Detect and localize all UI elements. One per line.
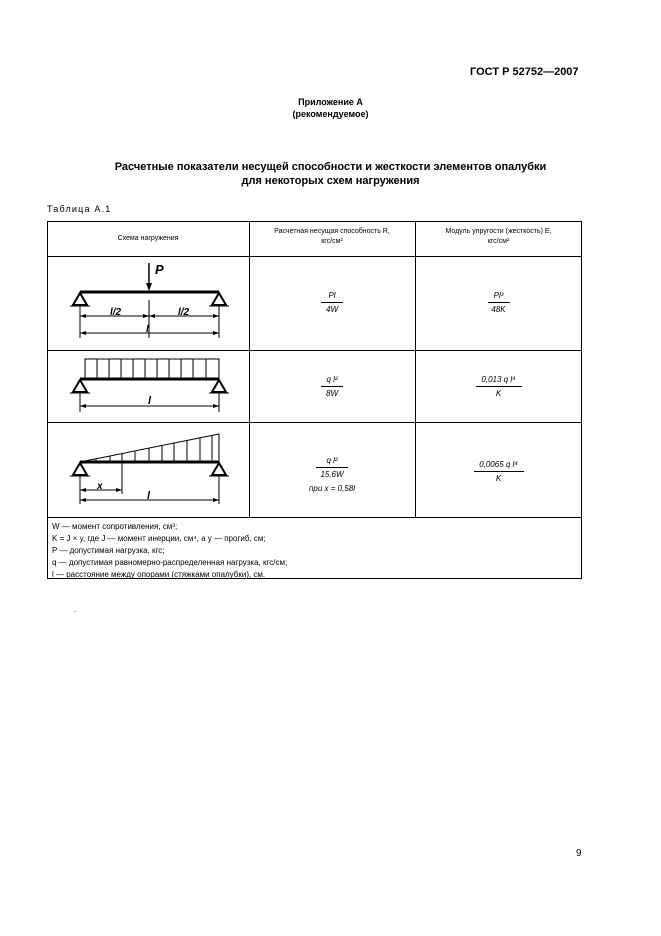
label-span: l (148, 395, 152, 407)
label-x: x (97, 481, 103, 492)
page-number: 9 (576, 848, 582, 859)
row-divider-3 (47, 517, 582, 518)
stiffness-formula-1: Pl³ 48K (415, 290, 582, 315)
label-span: l (146, 324, 149, 335)
diagram-point-load (60, 258, 240, 348)
row-divider-2 (47, 422, 582, 423)
section-title-line2: для некоторых схем нагружения (241, 175, 420, 187)
table-caption: Таблица А.1 (47, 204, 112, 214)
row-divider-header (47, 256, 582, 257)
row-divider-1 (47, 350, 582, 351)
header-capacity: Расчетная несущая способность R, кгс/см² (274, 228, 390, 245)
label-half-right: l/2 (178, 307, 190, 318)
stiffness-formula-3: 0,0065 q l⁴ K (415, 459, 582, 484)
note-line: W — момент сопротивления, см³; (52, 522, 178, 531)
capacity-formula-3: q l² 15,6W при x = 0,58l (309, 456, 355, 493)
header-stiffness: Модуль упругости (жесткость) E, кгс/см² (445, 228, 552, 245)
note-line: K = J × y, где J — момент инерции, см⁴, а y — прогиб, см; (52, 534, 266, 543)
capacity-formula-2: q l² 8W (249, 374, 415, 399)
annex-title: Приложение А (298, 97, 363, 107)
load-arrowhead-icon (146, 283, 152, 291)
header-scheme: Схема нагружения (117, 235, 179, 242)
note-line: l — расстояние между опорами (стяжками опалубки), см. (52, 570, 266, 579)
capacity-formula-1: Pl 4W (249, 290, 415, 315)
annex-status: (рекомендуемое) (292, 109, 369, 119)
section-title-line1: Расчетные показатели несущей способности и жесткости элементов опалубки (114, 161, 547, 173)
table-notes (52, 521, 287, 581)
diagram-uniform-load (60, 352, 240, 420)
note-line: P — допустимая нагрузка, кгс; (52, 546, 165, 555)
label-load: P (155, 262, 164, 277)
document-id: ГОСТ Р 52752—2007 (470, 66, 579, 78)
stray-mark: . (74, 605, 77, 614)
label-half-left: l/2 (110, 307, 122, 318)
label-span: l (147, 490, 151, 502)
stiffness-formula-2: 0,013 q l⁴ K (415, 374, 582, 399)
diagram-triangular-load (60, 428, 240, 513)
note-line: q — допустимая равномерно-распределенная нагрузка, кгс/см; (52, 558, 288, 567)
